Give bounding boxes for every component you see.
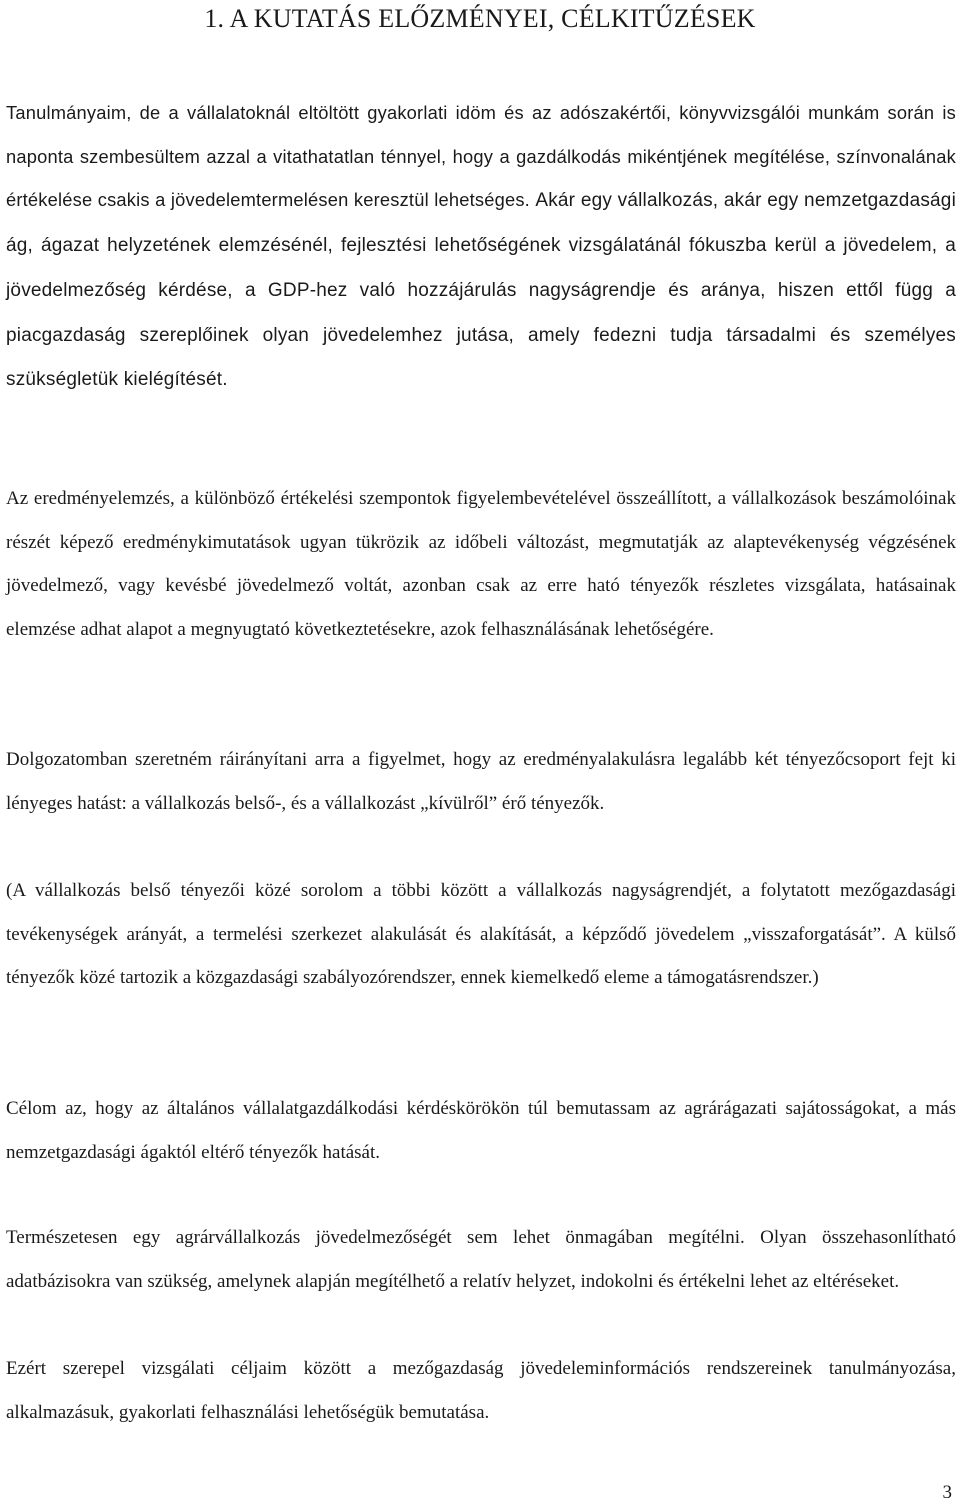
paragraph-2: Az eredményelemzés, a különböző értékelési szempontok figyelembevételével összeállított, a vállalkozások beszámolóinak részét képező eredménykimutatások ugyan tükrözik az időbeli változást, megmutatják az alaptevékenység végzésének jövedelmező, vagy kevésbé jövedelmező voltát, azonban csak az erre ható tényezők részletes vizsgálata, hatásainak elemzése adhat alapot a megnyugtató következtetésekre, azok felhasználásának lehetőségére. (6, 488, 956, 641)
page-number: 3 (942, 1482, 952, 1503)
paragraph-6: Természetesen egy agrárvállalkozás jövedelmezőségét sem lehet önmagában megítélni. Olyan összehasonlítható adatbázisokra van szükség, amelynek alapján megítélhető a relatív helyzet, indokolni és értékelni lehet az eltéréseket. (6, 1227, 956, 1292)
paragraph-4: (A vállalkozás belső tényezői közé sorolom a többi között a vállalkozás nagyságrendjét, a folytatott mezőgazdasági tevékenységek arányát, a termelési szerkezet alakulását és alakítását, a képződő jövedelem „visszaforgatását”. A külső tényezők közé tartozik a közgazdasági szabályozórendszer, ennek kiemelkedő eleme a támogatásrendszer.) (6, 880, 956, 989)
page-title: 1. A KUTATÁS ELŐZMÉNYEI, CÉLKITŰZÉSEK (204, 4, 756, 33)
paragraph-7: Ezért szerepel vizsgálati céljaim között a mezőgazdaság jövedeleminformációs rendszereinek tanulmányozása, alkalmazásuk, gyakorlati felhasználási lehetőségük bemutatása. (6, 1358, 956, 1423)
paragraph-1-sentence-2: Akár egy vállalkozás, akár egy nemzetgazdasági ág, ágazat helyzetének elemzésénél, fejlesztési lehetőségének vizsgálatánál fókuszba kerül a jövedelem, a jövedelmezőség kérdése, a GDP-hez való hozzájárulás nagyságrendje és aránya, hiszen ettől függ a piacgazdaság szereplőinek olyan jövedelemhez jutása, amely fedezni tudja társadalmi és személyes szükségletük kielégítését. (6, 190, 956, 391)
paragraph-5: Célom az, hogy az általános vállalatgazdálkodási kérdéskörökön túl bemutassam az agrárágazati sajátosságokat, a más nemzetgazdasági ágaktól eltérő tényezők hatását. (6, 1098, 956, 1163)
paragraph-3: Dolgozatomban szeretném ráirányítani arra a figyelmet, hogy az eredményalakulásra legalább két tényezőcsoport fejt ki lényeges hatást: a vállalkozás belső-, és a vállalkozást „kívülről” érő tényezők. (6, 749, 956, 814)
paragraph-1 (6, 91, 956, 402)
paragraph-1-sentence-1: Tanulmányaim, de a vállalatoknál eltöltött gyakorlati idöm és az adószakértői, könyvvizsgálói munkám során is naponta szembesültem azzal a vitathatatlan ténnyel, hogy a gazdálkodás mikéntjének megítélése, színvonalának értékelése csakis a jövedelemtermelésen keresztül lehetséges. (6, 102, 956, 211)
